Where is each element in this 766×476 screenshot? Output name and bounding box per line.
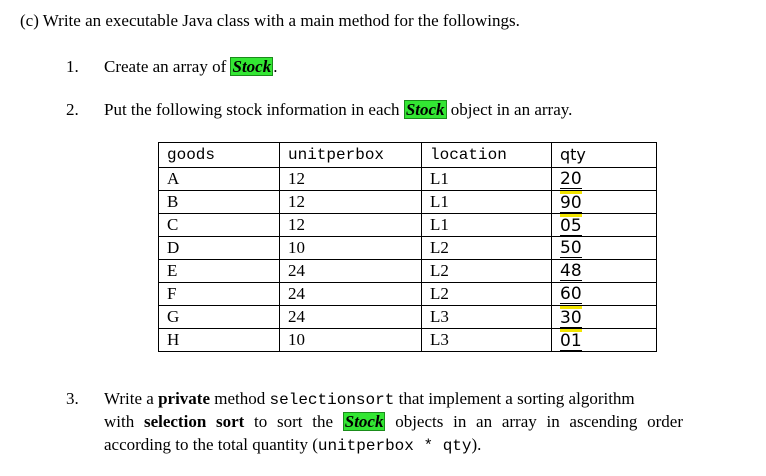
- cell-goods: D: [159, 237, 280, 260]
- step2-number: 2.: [66, 100, 79, 119]
- qty-value: 90: [560, 193, 582, 213]
- cell-location: L3: [422, 306, 552, 329]
- unitperbox-code: unitperbox: [317, 437, 414, 455]
- cell-goods: A: [159, 168, 280, 191]
- cell-unitperbox: 24: [280, 283, 422, 306]
- cell-location: L2: [422, 260, 552, 283]
- step1-number: 1.: [66, 57, 79, 76]
- private-keyword: private: [158, 389, 211, 408]
- cell-unitperbox: 12: [280, 191, 422, 214]
- cell-location: L3: [422, 329, 552, 352]
- step1-text-after: .: [273, 57, 278, 76]
- cell-goods: C: [159, 214, 280, 237]
- cell-qty: [552, 329, 657, 352]
- step3-number: 3.: [66, 389, 79, 408]
- table-row: [159, 237, 657, 260]
- step3-line3-a: according to the total quantity (: [104, 435, 318, 454]
- header-goods: goods: [159, 143, 280, 168]
- qty-value: 48: [560, 261, 582, 281]
- step2-text: [104, 100, 572, 120]
- cell-location: L1: [422, 191, 552, 214]
- step3-line1-c: that implement a sorting algorithm: [394, 389, 635, 408]
- cell-qty: [552, 191, 657, 214]
- qty-value: 01: [560, 331, 582, 351]
- cell-goods: B: [159, 191, 280, 214]
- step3-line3-end: ).: [471, 435, 482, 454]
- qty-value: 20: [560, 169, 582, 189]
- table-header-row: [159, 143, 657, 168]
- table-row: [159, 283, 657, 306]
- cell-goods: G: [159, 306, 280, 329]
- step3-line1-a: Write a: [104, 389, 159, 408]
- stock-highlight: Stock: [232, 57, 272, 76]
- cell-location: L2: [422, 283, 552, 306]
- stock-highlight: Stock: [405, 100, 445, 119]
- step2-text-after: object in an array.: [446, 100, 573, 119]
- cell-qty: [552, 214, 657, 237]
- cell-qty: [552, 237, 657, 260]
- cell-location: L2: [422, 237, 552, 260]
- multiply-operator: *: [413, 437, 443, 455]
- table-row: [159, 191, 657, 214]
- cell-goods: F: [159, 283, 280, 306]
- cell-unitperbox: 10: [280, 329, 422, 352]
- table-row: [159, 260, 657, 283]
- qty-value: 60: [560, 284, 582, 304]
- table-row: [159, 168, 657, 191]
- cell-unitperbox: 12: [280, 214, 422, 237]
- header-location: location: [422, 143, 552, 168]
- cell-location: L1: [422, 214, 552, 237]
- table-row: [159, 214, 657, 237]
- cell-goods: E: [159, 260, 280, 283]
- step2-text-before: Put the following stock information in each: [104, 100, 404, 119]
- cell-unitperbox: 12: [280, 168, 422, 191]
- table-row: [159, 329, 657, 352]
- table-row: [159, 306, 657, 329]
- step1-text-before: Create an array of: [104, 57, 231, 76]
- header-qty: qty: [552, 143, 657, 168]
- step3-line1: [104, 389, 635, 410]
- selectionsort-code: selectionsort: [269, 391, 395, 409]
- step3-line2-a: with: [104, 412, 144, 431]
- selection-sort-bold: selection sort: [143, 412, 245, 431]
- qty-code: qty: [442, 437, 472, 455]
- cell-goods: H: [159, 329, 280, 352]
- cell-qty: [552, 283, 657, 306]
- cell-unitperbox: 24: [280, 260, 422, 283]
- cell-qty: [552, 168, 657, 191]
- step3-line2: [104, 412, 683, 432]
- step1-text: [104, 57, 277, 77]
- step3-line1-b: method: [210, 389, 270, 408]
- header-unitperbox: unitperbox: [280, 143, 422, 168]
- cell-unitperbox: 10: [280, 237, 422, 260]
- cell-location: L1: [422, 168, 552, 191]
- step3-line2-c: objects in an array in ascending order: [385, 412, 683, 431]
- qty-value: 05: [560, 216, 582, 236]
- cell-qty: [552, 306, 657, 329]
- qty-value: 50: [560, 238, 582, 258]
- step3-line3: [104, 435, 481, 456]
- cell-qty: [552, 260, 657, 283]
- part-c-heading: (c) Write an executable Java class with a main method for the followings.: [20, 11, 520, 30]
- stock-highlight: Stock: [344, 412, 384, 431]
- step3-line2-b: to sort the: [244, 412, 343, 431]
- cell-unitperbox: 24: [280, 306, 422, 329]
- stock-table: [158, 142, 657, 352]
- qty-value: 30: [560, 308, 582, 328]
